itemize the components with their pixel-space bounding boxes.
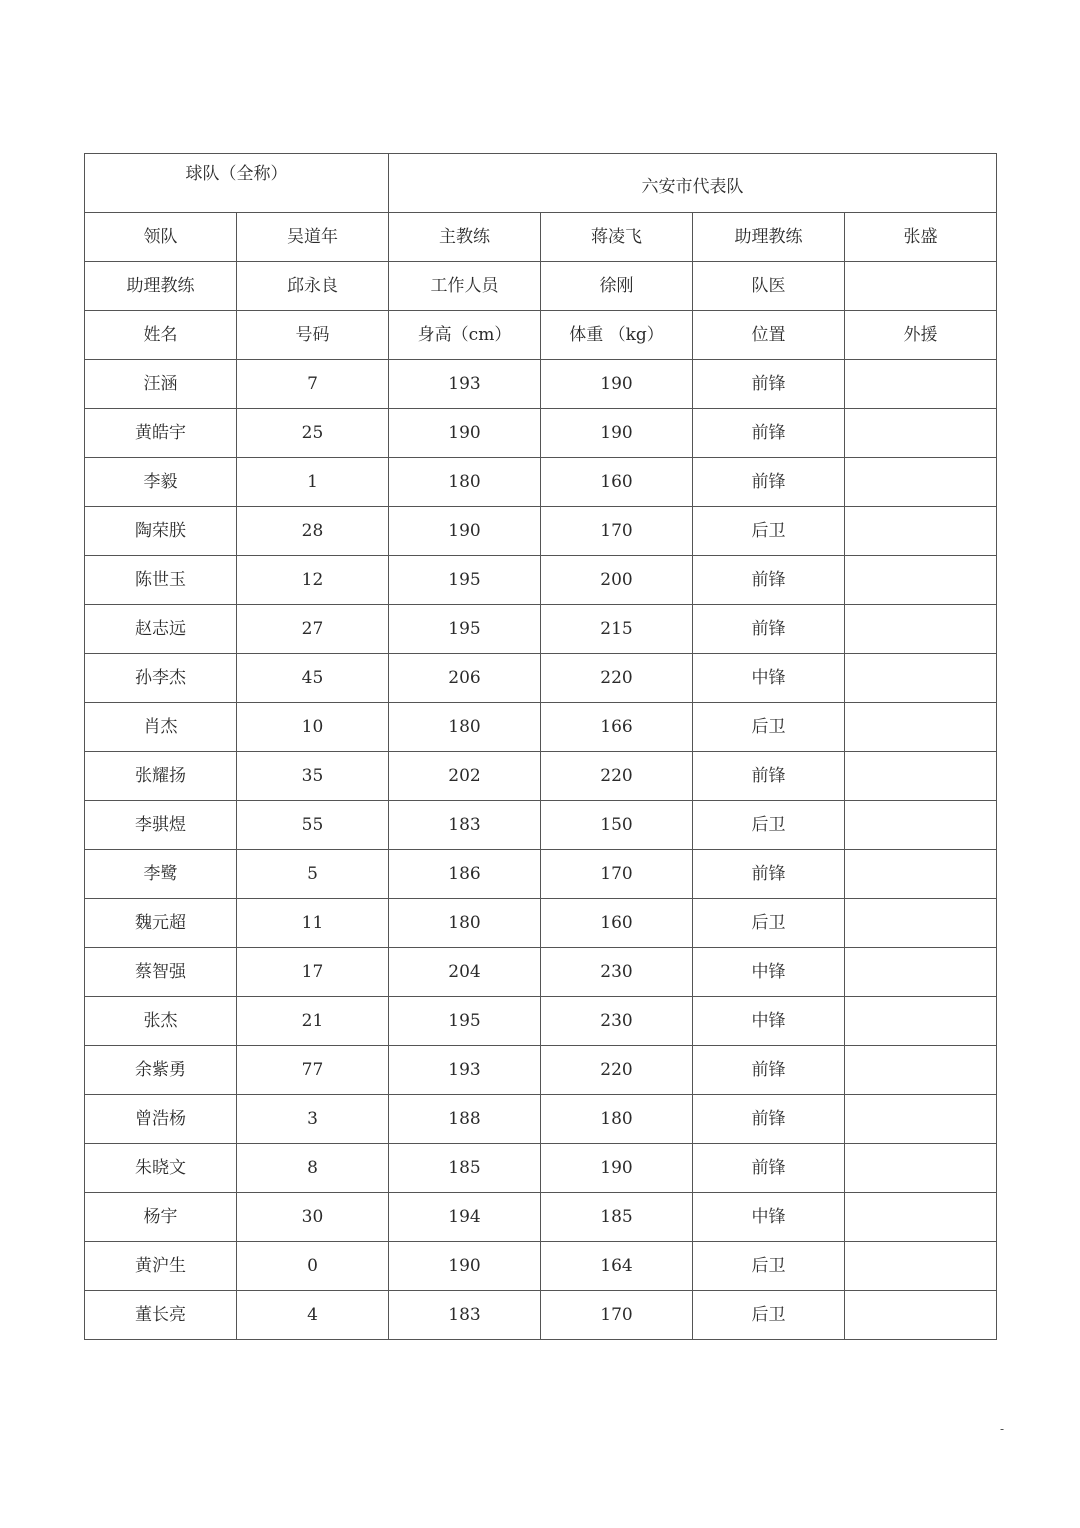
player-foreign-cell (845, 1144, 997, 1193)
column-header-weight: 体重 （kg） (541, 311, 693, 360)
player-position-cell: 后卫 (693, 507, 845, 556)
player-weight-cell: 220 (541, 1046, 693, 1095)
player-name-cell: 曾浩杨 (85, 1095, 237, 1144)
player-number-cell: 21 (237, 997, 389, 1046)
player-name-cell: 张杰 (85, 997, 237, 1046)
table-row (85, 507, 997, 556)
staff-row-1 (85, 213, 997, 262)
player-height-cell: 195 (389, 997, 541, 1046)
column-header-row (85, 311, 997, 360)
player-foreign-cell (845, 1095, 997, 1144)
player-weight-cell: 230 (541, 948, 693, 997)
table-row (85, 1144, 997, 1193)
player-position-cell: 中锋 (693, 654, 845, 703)
player-position-cell: 中锋 (693, 1193, 845, 1242)
player-weight-cell: 230 (541, 997, 693, 1046)
player-position-cell: 后卫 (693, 1242, 845, 1291)
player-position-cell: 前锋 (693, 1046, 845, 1095)
player-weight-cell: 220 (541, 752, 693, 801)
table-row (85, 605, 997, 654)
player-number-cell: 30 (237, 1193, 389, 1242)
staff-label-cell: 助理教练 (85, 262, 237, 311)
team-name-cell: 六安市代表队 (389, 154, 997, 213)
table-row (85, 409, 997, 458)
player-number-cell: 8 (237, 1144, 389, 1193)
staff-label-cell: 队医 (693, 262, 845, 311)
player-position-cell: 前锋 (693, 752, 845, 801)
player-foreign-cell (845, 409, 997, 458)
player-weight-cell: 160 (541, 899, 693, 948)
column-header-foreign: 外援 (845, 311, 997, 360)
player-height-cell: 190 (389, 409, 541, 458)
player-number-cell: 12 (237, 556, 389, 605)
table-row (85, 850, 997, 899)
player-position-cell: 前锋 (693, 850, 845, 899)
column-header-position: 位置 (693, 311, 845, 360)
team-label-cell: 球队（全称） (85, 154, 389, 213)
player-height-cell: 206 (389, 654, 541, 703)
player-height-cell: 180 (389, 703, 541, 752)
player-height-cell: 190 (389, 1242, 541, 1291)
player-name-cell: 汪涵 (85, 360, 237, 409)
player-position-cell: 中锋 (693, 948, 845, 997)
player-height-cell: 186 (389, 850, 541, 899)
table-row (85, 948, 997, 997)
table-row (85, 654, 997, 703)
player-height-cell: 190 (389, 507, 541, 556)
player-number-cell: 27 (237, 605, 389, 654)
player-name-cell: 李骐煜 (85, 801, 237, 850)
staff-value-cell: 蒋凌飞 (541, 213, 693, 262)
player-weight-cell: 166 (541, 703, 693, 752)
staff-label-cell: 主教练 (389, 213, 541, 262)
player-name-cell: 朱晓文 (85, 1144, 237, 1193)
player-weight-cell: 170 (541, 850, 693, 899)
table-row (85, 360, 997, 409)
player-foreign-cell (845, 850, 997, 899)
player-weight-cell: 190 (541, 360, 693, 409)
player-name-cell: 肖杰 (85, 703, 237, 752)
player-name-cell: 陈世玉 (85, 556, 237, 605)
player-weight-cell: 185 (541, 1193, 693, 1242)
player-position-cell: 后卫 (693, 1291, 845, 1340)
player-weight-cell: 150 (541, 801, 693, 850)
staff-value-cell (845, 262, 997, 311)
player-number-cell: 10 (237, 703, 389, 752)
table-row (85, 703, 997, 752)
player-height-cell: 188 (389, 1095, 541, 1144)
player-name-cell: 蔡智强 (85, 948, 237, 997)
team-name-row (85, 154, 997, 213)
column-header-height: 身高（cm） (389, 311, 541, 360)
player-name-cell: 董长亮 (85, 1291, 237, 1340)
table-row (85, 899, 997, 948)
player-foreign-cell (845, 1242, 997, 1291)
staff-label-cell: 工作人员 (389, 262, 541, 311)
player-height-cell: 183 (389, 1291, 541, 1340)
player-number-cell: 1 (237, 458, 389, 507)
player-name-cell: 孙李杰 (85, 654, 237, 703)
player-foreign-cell (845, 654, 997, 703)
staff-label-cell: 领队 (85, 213, 237, 262)
player-foreign-cell (845, 458, 997, 507)
player-weight-cell: 215 (541, 605, 693, 654)
player-position-cell: 前锋 (693, 605, 845, 654)
column-header-number: 号码 (237, 311, 389, 360)
player-number-cell: 28 (237, 507, 389, 556)
player-name-cell: 杨宇 (85, 1193, 237, 1242)
player-height-cell: 194 (389, 1193, 541, 1242)
player-name-cell: 李毅 (85, 458, 237, 507)
player-weight-cell: 200 (541, 556, 693, 605)
staff-value-cell: 徐刚 (541, 262, 693, 311)
staff-value-cell: 张盛 (845, 213, 997, 262)
table-row (85, 801, 997, 850)
player-position-cell: 前锋 (693, 1144, 845, 1193)
player-foreign-cell (845, 556, 997, 605)
table-row (85, 1193, 997, 1242)
player-position-cell: 后卫 (693, 703, 845, 752)
player-name-cell: 黄沪生 (85, 1242, 237, 1291)
player-number-cell: 4 (237, 1291, 389, 1340)
staff-row-2 (85, 262, 997, 311)
player-number-cell: 45 (237, 654, 389, 703)
player-foreign-cell (845, 703, 997, 752)
player-weight-cell: 220 (541, 654, 693, 703)
player-foreign-cell (845, 507, 997, 556)
player-number-cell: 7 (237, 360, 389, 409)
player-position-cell: 前锋 (693, 1095, 845, 1144)
player-height-cell: 180 (389, 899, 541, 948)
player-foreign-cell (845, 605, 997, 654)
player-weight-cell: 170 (541, 507, 693, 556)
player-height-cell: 202 (389, 752, 541, 801)
column-header-name: 姓名 (85, 311, 237, 360)
player-foreign-cell (845, 801, 997, 850)
table-row (85, 1291, 997, 1340)
player-number-cell: 5 (237, 850, 389, 899)
player-number-cell: 11 (237, 899, 389, 948)
player-position-cell: 后卫 (693, 801, 845, 850)
player-foreign-cell (845, 1193, 997, 1242)
player-number-cell: 0 (237, 1242, 389, 1291)
player-weight-cell: 170 (541, 1291, 693, 1340)
player-position-cell: 前锋 (693, 409, 845, 458)
player-weight-cell: 190 (541, 1144, 693, 1193)
player-weight-cell: 164 (541, 1242, 693, 1291)
player-weight-cell: 180 (541, 1095, 693, 1144)
player-height-cell: 183 (389, 801, 541, 850)
player-foreign-cell (845, 948, 997, 997)
table-row (85, 997, 997, 1046)
table-row (85, 1095, 997, 1144)
player-name-cell: 黄皓宇 (85, 409, 237, 458)
player-height-cell: 204 (389, 948, 541, 997)
player-number-cell: 17 (237, 948, 389, 997)
player-height-cell: 195 (389, 605, 541, 654)
player-position-cell: 后卫 (693, 899, 845, 948)
player-height-cell: 193 (389, 1046, 541, 1095)
player-name-cell: 魏元超 (85, 899, 237, 948)
player-number-cell: 35 (237, 752, 389, 801)
player-height-cell: 185 (389, 1144, 541, 1193)
player-name-cell: 余紫勇 (85, 1046, 237, 1095)
player-weight-cell: 190 (541, 409, 693, 458)
player-foreign-cell (845, 1046, 997, 1095)
team-roster-table (84, 153, 997, 1340)
player-height-cell: 180 (389, 458, 541, 507)
player-name-cell: 赵志远 (85, 605, 237, 654)
player-name-cell: 李鹭 (85, 850, 237, 899)
player-height-cell: 195 (389, 556, 541, 605)
table-row (85, 1046, 997, 1095)
staff-label-cell: 助理教练 (693, 213, 845, 262)
table-row (85, 458, 997, 507)
player-foreign-cell (845, 1291, 997, 1340)
player-foreign-cell (845, 752, 997, 801)
player-foreign-cell (845, 899, 997, 948)
player-position-cell: 中锋 (693, 997, 845, 1046)
table-row (85, 752, 997, 801)
player-position-cell: 前锋 (693, 458, 845, 507)
player-name-cell: 张耀扬 (85, 752, 237, 801)
staff-value-cell: 吴道年 (237, 213, 389, 262)
player-name-cell: 陶荣朕 (85, 507, 237, 556)
table-row (85, 1242, 997, 1291)
player-position-cell: 前锋 (693, 360, 845, 409)
player-number-cell: 3 (237, 1095, 389, 1144)
player-number-cell: 55 (237, 801, 389, 850)
player-foreign-cell (845, 360, 997, 409)
player-position-cell: 前锋 (693, 556, 845, 605)
player-foreign-cell (845, 997, 997, 1046)
player-number-cell: 77 (237, 1046, 389, 1095)
page-mark: - (1000, 1422, 1005, 1436)
staff-value-cell: 邱永良 (237, 262, 389, 311)
player-number-cell: 25 (237, 409, 389, 458)
player-height-cell: 193 (389, 360, 541, 409)
player-weight-cell: 160 (541, 458, 693, 507)
table-row (85, 556, 997, 605)
